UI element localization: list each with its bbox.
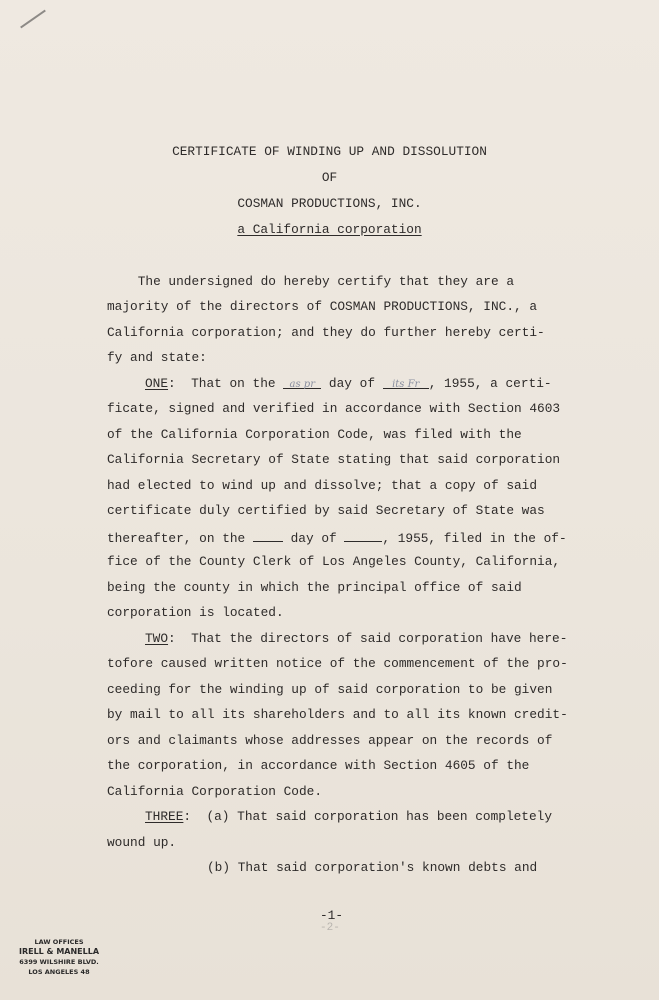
section-two-label: TWO <box>145 631 169 646</box>
body-line: had elected to wind up and dissolve; that a copy of said <box>107 478 538 493</box>
body-line: by mail to all its shareholders and to all its known credit- <box>107 707 568 722</box>
body-line: corporation is located. <box>107 605 284 620</box>
subtitle: a California corporation <box>237 222 422 237</box>
body-line <box>107 529 567 547</box>
title-line-1: CERTIFICATE OF WINDING UP AND DISSOLUTION <box>172 144 487 159</box>
section-two-first-line <box>145 631 567 647</box>
footer-city: LOS ANGELES 48 <box>28 968 90 976</box>
section-one-first-line <box>145 376 552 392</box>
body-line: being the county in which the principal office of said <box>107 580 522 595</box>
paper-clip-mark <box>20 10 46 29</box>
body-line: ceeding for the winding up of said corporation to be given <box>107 682 553 697</box>
handwritten-month: its Fr <box>392 379 420 390</box>
intro-line: California corporation; and they do further hereby certi- <box>107 325 545 340</box>
text: , 1955, a certi- <box>428 376 552 391</box>
body-line: fice of the County Clerk of Los Angeles County, California, <box>107 554 561 569</box>
body-line: wound up. <box>107 835 177 850</box>
section-three-label: THREE <box>145 809 184 824</box>
intro-line: majority of the directors of COSMAN PRODUCTIONS, INC., a <box>107 299 538 314</box>
bleed-through-page-number: -2- <box>320 922 340 934</box>
body-line: California Corporation Code. <box>107 784 323 799</box>
intro-line: The undersigned do hereby certify that they are a <box>107 274 515 289</box>
text: : That on the <box>168 376 284 391</box>
text: , 1955, filed in the of- <box>382 531 567 546</box>
text: day of <box>282 531 345 546</box>
section-three-first-line <box>145 809 552 825</box>
body-line: ficate, signed and verified in accordance with Section 4603 <box>107 401 561 416</box>
month-blank-2 <box>344 529 382 542</box>
body-line: certificate duly certified by said Secretary of State was <box>107 503 545 518</box>
day-blank <box>283 376 321 389</box>
text: : (a) That said corporation has been completely <box>183 809 553 824</box>
title-line-3: COSMAN PRODUCTIONS, INC. <box>237 196 422 211</box>
body-line: the corporation, in accordance with Section 4605 of the <box>107 758 530 773</box>
body-line: of the California Corporation Code, was filed with the <box>107 427 522 442</box>
text: day of <box>321 376 383 391</box>
body-line: (b) That said corporation's known debts and <box>207 860 538 875</box>
footer-address: 6399 WILSHIRE BLVD. <box>19 958 99 966</box>
footer-firm-name: IRELL & MANELLA <box>18 947 100 956</box>
text: thereafter, on the <box>107 531 253 546</box>
title-line-4 <box>0 222 659 238</box>
footer-line: LAW OFFICES <box>34 938 84 946</box>
page-number: -1- <box>320 908 344 923</box>
body-line: California Secretary of State stating that said corporation <box>107 452 561 467</box>
day-blank-2 <box>253 529 283 542</box>
section-one-label: ONE <box>145 376 169 391</box>
intro-line: fy and state: <box>107 350 207 365</box>
law-office-stamp <box>14 937 104 977</box>
title-line-2: OF <box>321 170 338 185</box>
body-line: ors and claimants whose addresses appear on the records of <box>107 733 553 748</box>
handwritten-day: as pr <box>289 379 315 390</box>
month-blank <box>383 376 429 389</box>
text: : That the directors of said corporation have here- <box>168 631 568 646</box>
body-line: tofore caused written notice of the commencement of the pro- <box>107 656 568 671</box>
